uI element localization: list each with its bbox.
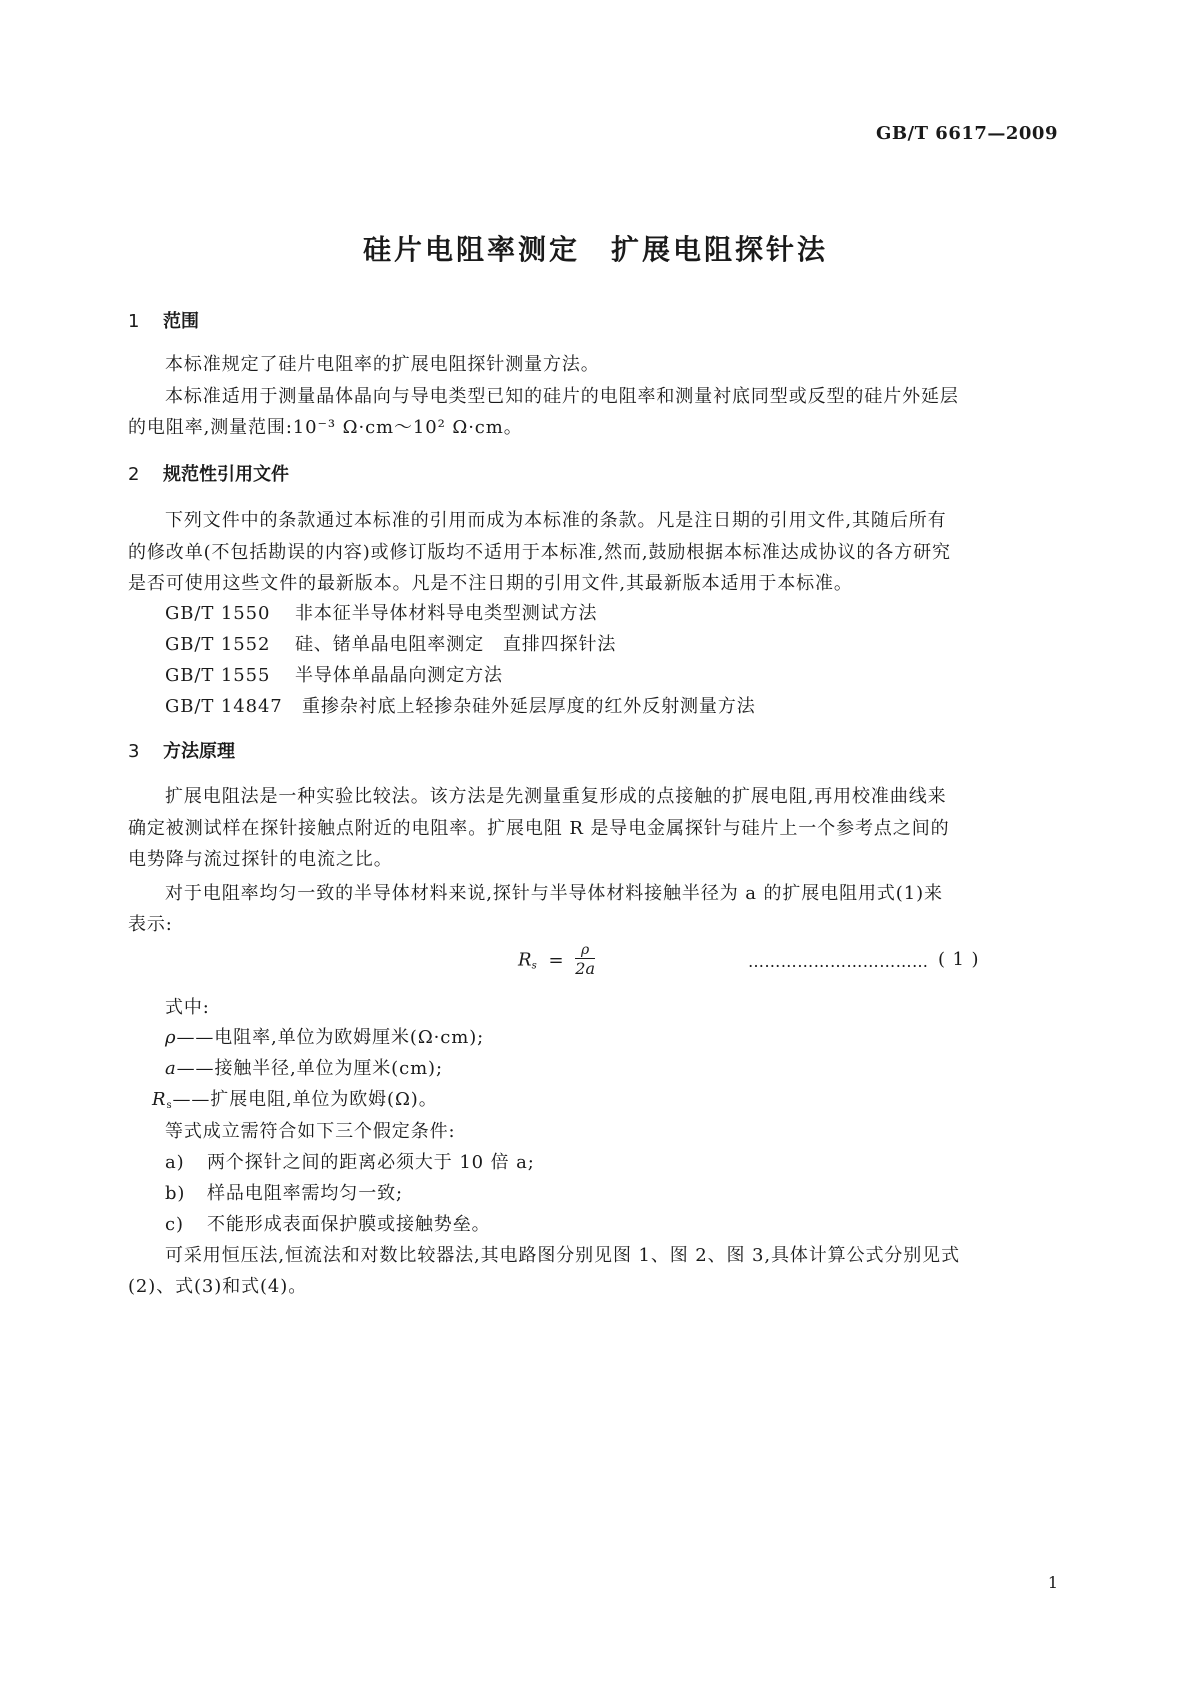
formula-fraction — [575, 942, 595, 979]
standard-number: GB/T 6617—2009 — [875, 123, 1058, 144]
formula-1 — [518, 942, 595, 979]
section-3-heading — [128, 737, 235, 763]
condition-item — [165, 1210, 491, 1236]
definition-symbol: ρ — [165, 1027, 177, 1048]
paragraph-continued: 确定被测试样在探针接触点附近的电阻率。扩展电阻 R 是导电金属探针与硅片上一个参考点之间的 — [128, 818, 950, 839]
formula-denominator: 2a — [575, 959, 595, 978]
formula-lhs: R — [518, 949, 532, 971]
paragraph: 对于电阻率均匀一致的半导体材料来说,探针与半导体材料接触半径为 a 的扩展电阻用式(1)来 — [165, 883, 943, 904]
definition-text: ——扩展电阻,单位为欧姆(Ω)。 — [172, 1089, 438, 1110]
page-number: 1 — [1047, 1573, 1058, 1592]
section-2-heading — [128, 460, 289, 486]
reference-code: GB/T 1550 — [165, 603, 271, 624]
reference-item — [165, 661, 503, 687]
reference-title: 重掺杂衬底上轻掺杂硅外延层厚度的红外反射测量方法 — [302, 696, 756, 717]
list-marker: c) — [165, 1214, 184, 1235]
reference-code: GB/T 14847 — [165, 696, 283, 717]
paragraph-continued: (2)、式(3)和式(4)。 — [128, 1276, 308, 1297]
condition-text: 两个探针之间的距离必须大于 10 倍 a; — [207, 1152, 535, 1173]
document-title: 硅片电阻率测定 扩展电阻探针法 — [362, 233, 828, 266]
reference-code: GB/T 1552 — [165, 634, 271, 655]
definition-symbol: R — [152, 1089, 167, 1110]
definition-text: ——接触半径,单位为厘米(cm); — [176, 1058, 443, 1079]
definition-rho — [165, 1023, 484, 1049]
condition-item — [165, 1148, 535, 1174]
reference-code: GB/T 1555 — [165, 665, 271, 686]
condition-text: 样品电阻率需均匀一致; — [207, 1183, 403, 1204]
where-label: 式中: — [165, 997, 210, 1018]
paragraph: 本标准适用于测量晶体晶向与导电类型已知的硅片的电阻率和测量衬底同型或反型的硅片外延层 — [165, 386, 959, 407]
section-title: 方法原理 — [163, 741, 235, 762]
paragraph-continued: 表示: — [128, 914, 173, 935]
paragraph-continued: 的修改单(不包括勘误的内容)或修订版均不适用于本标准,然而,鼓励根据本标准达成协议的各方研究 — [128, 542, 951, 563]
reference-item — [165, 630, 616, 656]
paragraph: 本标准规定了硅片电阻率的扩展电阻探针测量方法。 — [165, 354, 600, 375]
paragraph-continued: 电势降与流过探针的电流之比。 — [128, 849, 393, 870]
reference-item — [165, 692, 756, 718]
condition-item — [165, 1179, 403, 1205]
reference-title: 非本征半导体材料导电类型测试方法 — [295, 603, 598, 624]
reference-title: 半导体单晶晶向测定方法 — [295, 665, 503, 686]
formula-equals: = — [548, 949, 564, 971]
section-number: 1 — [128, 311, 140, 332]
paragraph: 可采用恒压法,恒流法和对数比较器法,其电路图分别见图 1、图 2、图 3,具体计算公式分别见式 — [165, 1245, 960, 1266]
section-number: 3 — [128, 741, 140, 762]
section-title: 范围 — [163, 311, 199, 332]
section-title: 规范性引用文件 — [163, 464, 289, 485]
formula-numerator: ρ — [575, 942, 595, 959]
section-number: 2 — [128, 464, 140, 485]
formula-lhs-subscript: s — [531, 960, 537, 972]
conditions-intro: 等式成立需符合如下三个假定条件: — [165, 1121, 456, 1142]
condition-text: 不能形成表面保护膜或接触势垒。 — [207, 1214, 491, 1235]
list-marker: a) — [165, 1152, 185, 1173]
section-1-heading — [128, 307, 199, 333]
definition-rs — [152, 1085, 438, 1111]
reference-title: 硅、锗单晶电阻率测定 直排四探针法 — [295, 634, 617, 655]
paragraph: 下列文件中的条款通过本标准的引用而成为本标准的条款。凡是注日期的引用文件,其随后所有 — [165, 510, 947, 531]
paragraph-continued: 是否可使用这些文件的最新版本。凡是不注日期的引用文件,其最新版本适用于本标准。 — [128, 573, 853, 594]
formula-leader-dots: …………………………… — [748, 952, 929, 971]
formula-number: ( 1 ) — [938, 949, 980, 970]
definition-symbol: a — [165, 1058, 177, 1079]
list-marker: b) — [165, 1183, 186, 1204]
definition-subscript: s — [166, 1100, 173, 1111]
reference-item — [165, 599, 597, 625]
definition-a — [165, 1054, 443, 1080]
paragraph: 扩展电阻法是一种实验比较法。该方法是先测量重复形成的点接触的扩展电阻,再用校准曲线来 — [165, 786, 947, 807]
paragraph-continued: 的电阻率,测量范围:10⁻³ Ω·cm～10² Ω·cm。 — [128, 417, 523, 438]
definition-text: ——电阻率,单位为欧姆厘米(Ω·cm); — [176, 1027, 485, 1048]
